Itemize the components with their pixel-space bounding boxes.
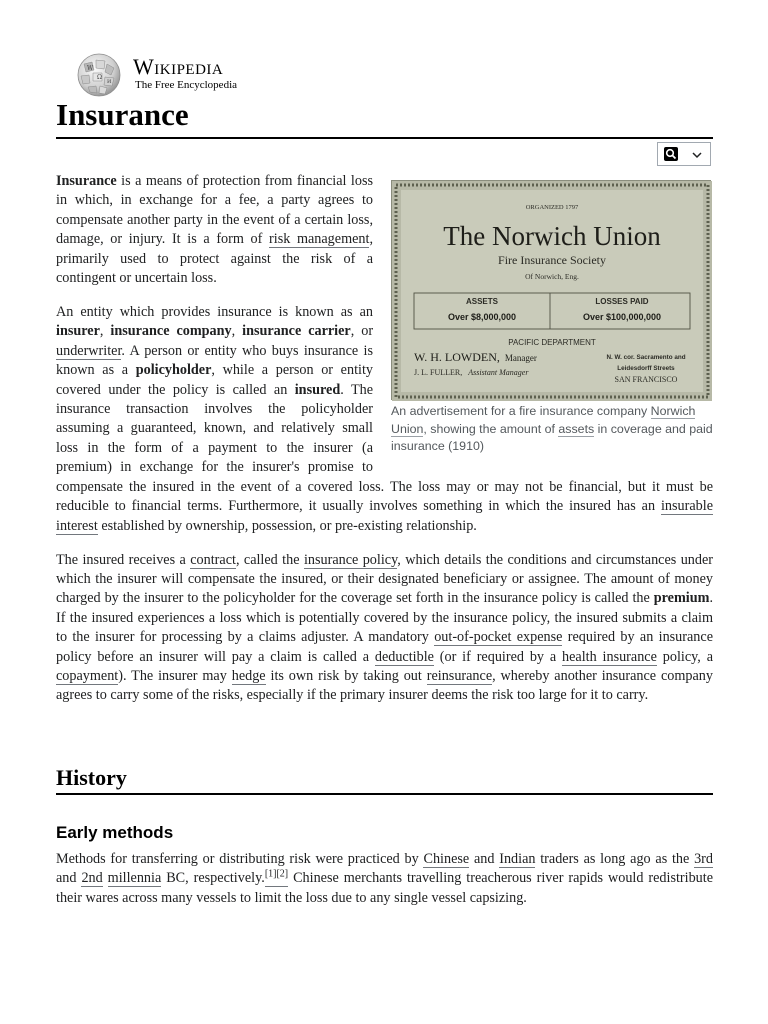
inline-link[interactable]: risk management [269, 231, 370, 248]
wikipedia-globe-icon [74, 52, 124, 98]
text-run: is a means of protection from financial loss in which, in exchange for a fee, a party agrees to compensate another party in the event of a certain loss, damage, or injury. It is a form of [56, 173, 373, 248]
page-title: Insurance [56, 97, 189, 132]
inline-link[interactable]: Chinese [423, 851, 470, 867]
ad-address-1: N. W. cor. Sacramento and [606, 354, 686, 361]
inline-link[interactable] [265, 870, 288, 887]
svg-text:И: И [107, 79, 112, 85]
inline-link[interactable]: reinsurance [426, 667, 493, 684]
norwich-union-advertisement-image[interactable] [391, 180, 711, 400]
text-run: its own risk by taking out [265, 667, 427, 684]
inline-link[interactable]: millennia [107, 870, 162, 887]
svg-text:Ω: Ω [97, 74, 102, 81]
bold-term: insurer [56, 323, 100, 340]
search-icon[interactable] [664, 147, 678, 161]
text-run: and [56, 870, 82, 887]
article-figure [391, 180, 713, 456]
text-run: , showing the amount of [423, 421, 559, 436]
ad-assets-label: ASSETS [465, 297, 499, 306]
inline-link[interactable]: insurable interest [56, 498, 713, 534]
citation-ref[interactable]: [1][2] [264, 868, 289, 880]
text-run [103, 870, 108, 886]
chevron-down-icon[interactable] [691, 148, 703, 160]
subsection-heading-early-methods: Early methods [56, 823, 174, 842]
inline-link[interactable]: contract [190, 551, 236, 568]
ad-losses-value: Over $100,000,000 [582, 312, 662, 322]
svg-text:W: W [87, 65, 94, 72]
inline-link[interactable]: underwriter [56, 342, 122, 359]
title-divider [56, 137, 713, 139]
inline-link[interactable]: copayment [56, 667, 119, 684]
search-dropdown-toolbar[interactable] [657, 142, 711, 166]
inline-link[interactable]: health insurance [562, 648, 657, 665]
ad-place: Of Norwich, Eng. [525, 272, 579, 281]
ad-company-name: The Norwich Union [443, 221, 661, 251]
inline-link[interactable]: hedge [231, 667, 266, 684]
inline-link[interactable]: out-of-pocket expense [434, 629, 563, 646]
text-run: ). The insurer may [118, 667, 232, 684]
text-run: traders as long ago as the [535, 851, 695, 867]
text-run: The insured receives a [56, 551, 191, 568]
ad-address-2: Leidesdorff Streets [617, 365, 675, 372]
bold-term: insurance carrier [242, 323, 351, 340]
text-run: , whereby another insurance company agrees to carry some of the risks, especially if the primary insurer deems the risk too large for it to carry. [56, 667, 713, 704]
bold-term: insurance company [110, 323, 232, 340]
inline-link[interactable]: deductible [374, 648, 434, 665]
section-heading-history: History [56, 765, 127, 790]
figure-caption [391, 403, 713, 456]
inline-link[interactable]: assets [558, 421, 595, 436]
ad-department: PACIFIC DEPARTMENT [508, 338, 596, 347]
wikipedia-wordmark: Wikipedia [133, 54, 224, 79]
text-run: Chinese merchants travelling treacherous river rapids would redistribute their wares across many vessels to limit the loss due to any single vessel capsizing. [56, 870, 714, 906]
text-run: , primarily used to protect against the risk of a contingent or uncertain loss. [56, 231, 373, 287]
text-run: established by ownership, possession, or pre-existing relationship. [97, 517, 477, 534]
text-run: (or if required by a [433, 648, 563, 665]
wikipedia-tagline: The Free Encyclopedia [135, 79, 238, 91]
history-divider [56, 793, 713, 795]
history-paragraph [56, 850, 713, 908]
text-run: An advertisement for a fire insurance company [391, 404, 651, 418]
text-run: in coverage and paid insurance (1910) [391, 421, 713, 453]
ad-manager: W. H. LOWDEN, Manager [414, 350, 537, 364]
inline-link[interactable]: insurance policy [303, 551, 398, 568]
bold-term: premium [653, 590, 710, 607]
inline-link[interactable]: Norwich Union [391, 404, 696, 436]
bold-term: policyholder [135, 362, 212, 379]
bold-term: Insurance [56, 173, 117, 189]
text-run: , which details the conditions and circumstances under which the insurer will compensate the insured, or their designated beneficiary or assignee. The amount of money charged by the insurer to the policyholder for the coverage set forth in the insurance policy is called the [56, 551, 714, 607]
ad-assets-value: Over $8,000,000 [447, 312, 517, 322]
inline-link[interactable]: 3rd [694, 851, 713, 867]
wikipedia-logo[interactable] [74, 52, 274, 98]
text-run: , [99, 323, 111, 340]
text-run: required by an insurance policy before an insurer will pay a claim is called a [56, 629, 713, 665]
inline-link[interactable]: Indian [499, 851, 536, 867]
ad-organized: ORGANIZED 1797 [525, 204, 579, 211]
text-run: , [231, 323, 243, 340]
history-section [56, 850, 713, 908]
ad-losses-label: LOSSES PAID [595, 297, 649, 306]
text-run: . If the insured experiences a loss which is potentially covered by the insurance policy, the insured submits a claim to the insurer for processing by a claims adjuster. A mandatory [56, 590, 713, 646]
text-run: policy, a [656, 648, 713, 665]
text-run: , while a person or entity covered under the policy is called an [56, 362, 373, 398]
text-run: An entity which provides insurance is known as an [56, 304, 373, 321]
text-run: , called the [235, 551, 304, 568]
text-run: . A person or entity who buys insurance is known as a [56, 342, 373, 379]
inline-link[interactable]: 2nd [81, 870, 103, 887]
text-run: , or [350, 323, 374, 340]
text-run: BC, respectively. [161, 870, 265, 887]
paragraph-3 [56, 551, 713, 706]
text-run: and [469, 851, 500, 867]
ad-address-3: SAN FRANCISCO [614, 375, 678, 384]
ad-assistant: J. L. FULLER, Assistant Manager [414, 368, 529, 377]
text-run: Methods for transferring or distributing risk were practiced by [56, 851, 424, 867]
bold-term: insured [294, 381, 341, 398]
article-body [56, 172, 713, 720]
ad-society: Fire Insurance Society [498, 253, 606, 267]
text-run: . The insurance transaction involves the policyholder assuming a guaranteed, known, and relatively small loss in the form of a payment to the insurer (a premium) in exchange for the insurer's promise to compensate the insured in the event of a covered loss. The loss may or may not be financial, but it must be reducible to financial terms. Furthermore, it usually involves something in which the insured has an [56, 381, 713, 515]
